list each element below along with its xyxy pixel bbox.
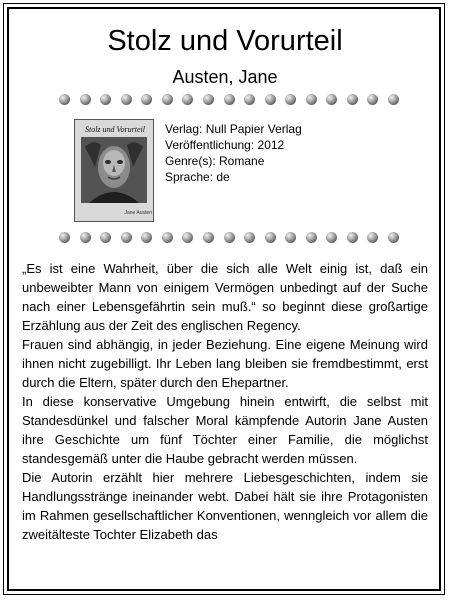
- metadata-value: Null Papier Verlag: [205, 122, 302, 136]
- bullet-dot-icon: [265, 232, 276, 243]
- bullet-dot-icon: [306, 232, 317, 243]
- metadata-row: Veröffentlichung: 2012: [165, 138, 285, 152]
- bullet-dot-icon: [285, 232, 296, 243]
- metadata-row: Sprache: de: [165, 170, 230, 184]
- bullet-dot-icon: [326, 94, 337, 105]
- bullet-dot-icon: [100, 232, 111, 243]
- bullet-dot-icon: [141, 232, 152, 243]
- bullet-dot-icon: [285, 94, 296, 105]
- book-description: [22, 259, 428, 579]
- bullet-dot-icon: [121, 94, 132, 105]
- metadata-label: Verlag: [165, 122, 200, 136]
- cover-author: Jane Austen: [124, 210, 152, 216]
- bullet-dot-icon: [367, 232, 378, 243]
- bullet-dot-icon: [162, 94, 173, 105]
- bullet-dot-icon: [59, 232, 70, 243]
- bullet-dot-icon: [347, 232, 358, 243]
- divider-dots-top: [59, 94, 399, 106]
- bullet-dot-icon: [100, 94, 111, 105]
- bullet-dot-icon: [388, 232, 399, 243]
- bullet-dot-icon: [244, 94, 255, 105]
- metadata-label: Genre(s): [165, 154, 213, 168]
- bullet-dot-icon: [224, 232, 235, 243]
- metadata-value: 2012: [257, 138, 285, 152]
- book-cover-image[interactable]: [74, 119, 154, 222]
- bullet-dot-icon: [121, 232, 132, 243]
- bullet-dot-icon: [244, 232, 255, 243]
- bullet-dot-icon: [347, 94, 358, 105]
- metadata-value: de: [216, 170, 230, 184]
- bullet-dot-icon: [367, 94, 378, 105]
- book-metadata: [165, 121, 302, 185]
- bullet-dot-icon: [182, 232, 193, 243]
- bullet-dot-icon: [203, 94, 214, 105]
- metadata-value: Romane: [219, 154, 265, 168]
- metadata-row: Genre(s): Romane: [165, 154, 265, 168]
- description-paragraph: Frauen sind abhängig, in jeder Beziehung. Eine eigene Meinung wird ihnen nicht zugebilligt. Ihr Leben lang bleiben sie fremdbestimmt, erst durch die Eltern, später durch den Ehepartner.: [22, 337, 428, 390]
- metadata-row: Verlag: Null Papier Verlag: [165, 122, 302, 136]
- bullet-dot-icon: [306, 94, 317, 105]
- book-title: Stolz und Vorurteil: [107, 25, 343, 57]
- description-paragraph: Die Autorin erzählt hier mehrere Liebesgeschichten, indem sie Handlungsstränge ineinander webt. Dabei hält sie ihre Protagonisten im Rahmen gesellschaftlicher Konventionen, wenngleich vor allem die zweitälteste Tochter Elizabeth das: [22, 470, 428, 542]
- bullet-dot-icon: [224, 94, 235, 105]
- bullet-dot-icon: [326, 232, 337, 243]
- metadata-label: Veröffentlichung: [165, 138, 251, 152]
- bullet-dot-icon: [388, 94, 399, 105]
- cover-title: Stolz und Vorurteil: [84, 125, 145, 134]
- bullet-dot-icon: [203, 232, 214, 243]
- bullet-dot-icon: [265, 94, 276, 105]
- metadata-label: Sprache: [165, 170, 210, 184]
- book-author: Austen, Jane: [172, 67, 278, 87]
- bullet-dot-icon: [80, 94, 91, 105]
- bullet-dot-icon: [141, 94, 152, 105]
- bullet-dot-icon: [162, 232, 173, 243]
- bullet-dot-icon: [182, 94, 193, 105]
- bullet-dot-icon: [80, 232, 91, 243]
- description-paragraph: In diese konservative Umgebung hinein entwirft, die selbst mit Standesdünkel und falscher Moral kämpfende Autorin Jane Austen ihre Geschichte um fünf Töchter einer Familie, die möglichst standesgemäß unter die Haube gebracht werden müssen.: [22, 394, 428, 466]
- bullet-dot-icon: [59, 94, 70, 105]
- cover-portrait-art: [81, 137, 147, 203]
- description-paragraph: „Es ist eine Wahrheit, über die sich alle Welt einig ist, daß ein unbeweibter Mann von einigem Vermögen unbedingt auf der Suche nach einer Lebensgefährtin sein muß.“ so beginnt diese großartige Erzählung aus der Zeit des englischen Regency.: [22, 261, 428, 333]
- divider-dots-bottom: [59, 232, 399, 244]
